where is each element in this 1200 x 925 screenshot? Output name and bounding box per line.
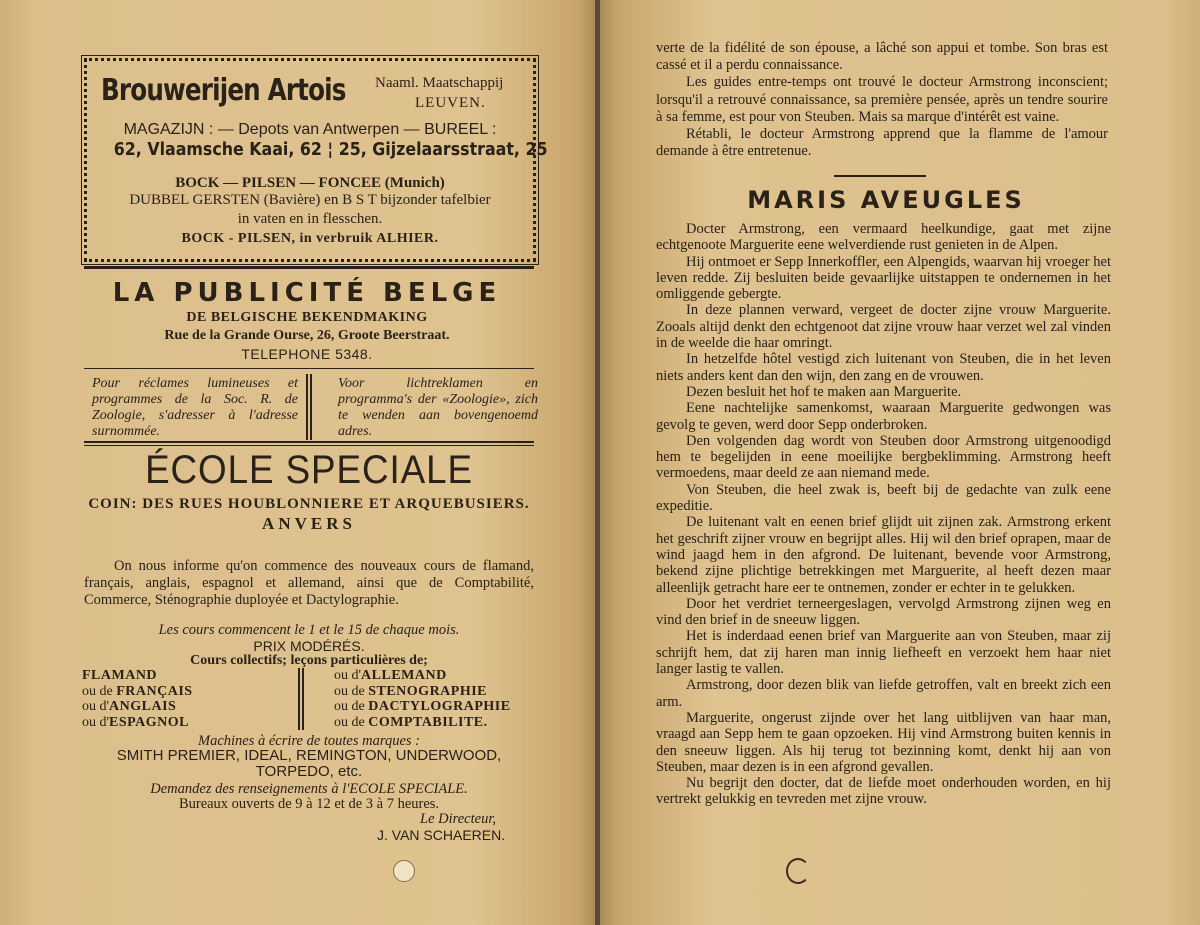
artois-beers-line-2: DUBBEL GERSTEN (Bavière) en B S T bijzonder tafelbier bbox=[129, 192, 491, 208]
previous-story-paragraph: verte de la fidélité de son épouse, a lâché son appui et tombe. Son bras est cassé et il a perdu connaissance. bbox=[656, 40, 1108, 74]
list-item-subject: ALLEMAND bbox=[361, 668, 447, 683]
brands-line-1: SMITH PREMIER, IDEAL, REMINGTON, UNDERWOOD, bbox=[116, 747, 502, 764]
list-item-prefix: ou d' bbox=[82, 699, 110, 714]
ecole-intro bbox=[84, 558, 534, 609]
ecole-lessons-heading: Cours collectifs; leçons particulières de; bbox=[190, 653, 428, 668]
list-item-subject: FLAMAND bbox=[82, 668, 158, 683]
list-item-subject: FRANÇAIS bbox=[116, 683, 193, 699]
divider bbox=[84, 445, 534, 446]
list-item-subject: ESPAGNOL bbox=[109, 714, 190, 730]
director-name: J. VAN SCHAEREN. bbox=[377, 827, 506, 843]
column-divider bbox=[302, 668, 304, 730]
publicite-french-notice: Pour réclames lumineuses et programmes de la Soc. R. de Zoologie, s'adresser à l'adresse surnommée. bbox=[92, 376, 298, 439]
story-text bbox=[656, 221, 1111, 808]
story-paragraph: Armstrong, door dezen blik van liefde getroffen, valt en breekt zich een arm. bbox=[656, 677, 1111, 710]
binding-hole bbox=[393, 860, 415, 882]
ecole-courses-dates: Les cours commencent le 1 et le 15 de chaque mois. bbox=[158, 622, 460, 638]
list-item-subject: ANGLAIS bbox=[109, 699, 177, 714]
story-paragraph: Dezen besluit het hof te maken aan Marguerite. bbox=[686, 383, 962, 400]
publicite-subtitle: DE BELGISCHE BEKENDMAKING bbox=[186, 310, 428, 325]
column-divider bbox=[306, 374, 308, 440]
list-item-subject: DACTYLOGRAPHIE bbox=[368, 699, 511, 714]
ecole-location: COIN: DES RUES HOUBLONNIERE ET ARQUEBUSIERS. bbox=[88, 496, 530, 512]
publicite-dutch-notice: Voor lichtreklamen en programma's der «Zoologie», zich te wenden aan bovengenoemd adres. bbox=[338, 376, 538, 439]
column-divider bbox=[310, 374, 312, 440]
ecole-opening-hours: Bureaux ouverts de 9 à 12 et de 3 à 7 heures. bbox=[178, 796, 440, 812]
list-item bbox=[82, 684, 193, 700]
divider bbox=[84, 266, 534, 269]
column-divider bbox=[298, 668, 300, 730]
divider bbox=[84, 368, 534, 369]
list-item bbox=[82, 699, 193, 715]
list-item-prefix: ou d' bbox=[82, 714, 110, 730]
ecole-typewriter-brands bbox=[84, 748, 534, 780]
title-rule bbox=[834, 175, 926, 177]
story-paragraph: Docter Armstrong, een vermaard heelkundige, gaat met zijne echtgenoote Marguerite eene welverdiende rust genieten in de Alpen. bbox=[656, 221, 1111, 254]
artois-beers-line-3: in vaten en in flesschen. bbox=[237, 211, 383, 227]
artois-beers-line-4: BOCK - PILSEN, in verbruik ALHIER. bbox=[181, 231, 439, 246]
list-item-prefix: ou de bbox=[334, 683, 369, 699]
list-item bbox=[82, 715, 193, 731]
list-item-prefix: ou de bbox=[334, 699, 369, 714]
previous-story-paragraph: Rétabli, le docteur Armstrong apprend que la flamme de l'amour demande à être entretenue. bbox=[656, 126, 1108, 160]
story-paragraph: De luitenant valt en eenen brief glijdt uit zijnen zak. Armstrong erkent het geschrift zijner vrouw en begrijpt alles. Hij wil den brief oprapen, maar de wind jaagd hem in den afgrond. De luitenant, bevende voor Armstrong, bekend zijne plichtige betrekkingen met Marguerite, al heeft dezen maar alleenlijk getracht hare eer te ontnemen, zonder er echter in te gelukken. bbox=[656, 514, 1111, 596]
divider bbox=[84, 441, 534, 443]
story-paragraph: Von Steuben, die heel zwak is, beeft bij de gedachte van zulk eene expeditie. bbox=[656, 481, 1111, 515]
language-list-right bbox=[334, 668, 511, 730]
story-paragraph: Den volgenden dag wordt von Steuben door Armstrong uitgenoodigd hem te begelijden in eene moeilijke bergbeklimming. Armstrong heeft vermoedens, maar deeld ze aan niemand mede. bbox=[656, 432, 1111, 482]
list-item bbox=[334, 715, 511, 731]
publicite-phone: TELEPHONE 5348. bbox=[241, 346, 373, 362]
artois-city: LEUVEN. bbox=[415, 95, 486, 111]
left-page bbox=[0, 0, 596, 925]
story-paragraph: Hij ontmoet er Sepp Innerkoffler, een Alpengids, waarvan hij vroeger het leven redde. Zij besluiten beide gevaarlijke uitstappen te ondernemen in het omliggende gebergte. bbox=[656, 253, 1111, 303]
list-item bbox=[82, 668, 193, 684]
story-paragraph: Nu begrijt den docter, dat de liefde moet onderhouden worden, en hij vertrekt gelukkig en tevreden met zijne vrouw. bbox=[656, 775, 1111, 808]
story-paragraph: Het is inderdaad eenen brief van Marguerite aan von Steuben, maar zij schrijft hem, dat zij haren man innig liefheeft en verzoekt hem haar niet langer lastig te vallen. bbox=[656, 628, 1111, 678]
list-item-prefix: ou de bbox=[82, 683, 117, 699]
story-paragraph: In hetzelfde hôtel vestigd zich luitenant von Steuben, die in het leven niets anders kent dan den wijn, den zang en de vrouwen. bbox=[656, 351, 1111, 384]
ecole-typewriters-heading: Machines à écrire de toutes marques : bbox=[197, 733, 420, 749]
previous-story-paragraph: Les guides entre-temps ont trouvé le docteur Armstrong inconscient; lorsqu'il a retrouvé connaissance, sa première pensée, après un tendre sourire à sa femme, est pour von Steuben. Mais sa marque d'intérêt est vaine. bbox=[656, 74, 1108, 125]
list-item bbox=[334, 699, 511, 715]
story-paragraph: In deze plannen verward, vergeet de docter zijne vrouw Marguerite. Zooals altijd denkt den echtgenoot dat zijne vrouw haar verzet wel zal vinden in de weelde die haar omringt. bbox=[656, 302, 1111, 352]
artois-brand-name: Brouwerijen Artois bbox=[101, 73, 346, 108]
artois-addresses: 62, Vlaamsche Kaai, 62 ¦ 25, Gijzelaarsstraat, 25 bbox=[113, 139, 548, 160]
ecole-title: ÉCOLE SPECIALE bbox=[145, 448, 473, 492]
ecole-city: ANVERS bbox=[262, 514, 356, 533]
story-paragraph: Marguerite, ongerust zijnde over het lang uitblijven van haar man, vraagd aan Sepp hem te gaan opzoeken. Hij vind Armstrong buiten kennis in den sneeuw liggen. Als hij terug tot bezinning komt, denkt hij aan von Steuben, maar dezen is in een afgrond gevallen. bbox=[656, 709, 1111, 775]
artois-beers-line-1: BOCK — PILSEN — FONCEE (Munich) bbox=[175, 175, 445, 191]
list-item bbox=[334, 668, 511, 684]
list-item bbox=[334, 684, 511, 700]
publicite-address: Rue de la Grande Ourse, 26, Groote Beerstraat. bbox=[164, 328, 450, 343]
story-paragraph: Eene nachtelijke samenkomst, waaraan Marguerite gedwongen was gevolg te geven, werd door Sepp onderbroken. bbox=[656, 400, 1111, 433]
director-label: Le Directeur, bbox=[420, 811, 496, 827]
artois-magazijn-line: MAGAZIJN : — Depots van Antwerpen — BUREEL : bbox=[123, 121, 497, 138]
brands-line-2: TORPEDO, etc. bbox=[255, 763, 363, 780]
language-list-left bbox=[82, 668, 193, 730]
artois-advertisement bbox=[84, 58, 548, 262]
list-item-prefix: ou de bbox=[334, 714, 369, 730]
ecole-intro-text: On nous informe qu'on commence des nouveaux cours de flamand, français, anglais, espagnol et allemand, ainsi que de Comptabilité, Commerce, Sténographie duployée et Dactylographie. bbox=[84, 558, 534, 608]
story-paragraph: Door het verdriet terneergeslagen, vervolgd Armstrong zijnen weg en vind den brief in de sneeuw liggen. bbox=[656, 595, 1111, 629]
ecole-prices: PRIX MODÉRÉS. bbox=[253, 638, 365, 654]
list-item-subject: COMPTABILITE. bbox=[368, 714, 488, 730]
artois-corporation: Naaml. Maatschappij bbox=[375, 75, 504, 91]
ecole-information: Demandez des renseignements à l'ECOLE SPECIALE. bbox=[150, 781, 468, 797]
previous-story-ending bbox=[656, 40, 1108, 160]
list-item-prefix: ou d' bbox=[334, 668, 362, 683]
story-title: MARIS AVEUGLES bbox=[747, 186, 1025, 214]
publicite-title: LA PUBLICITÉ BELGE bbox=[112, 278, 502, 308]
binding-hole bbox=[786, 858, 810, 884]
list-item-subject: STENOGRAPHIE bbox=[368, 683, 488, 699]
